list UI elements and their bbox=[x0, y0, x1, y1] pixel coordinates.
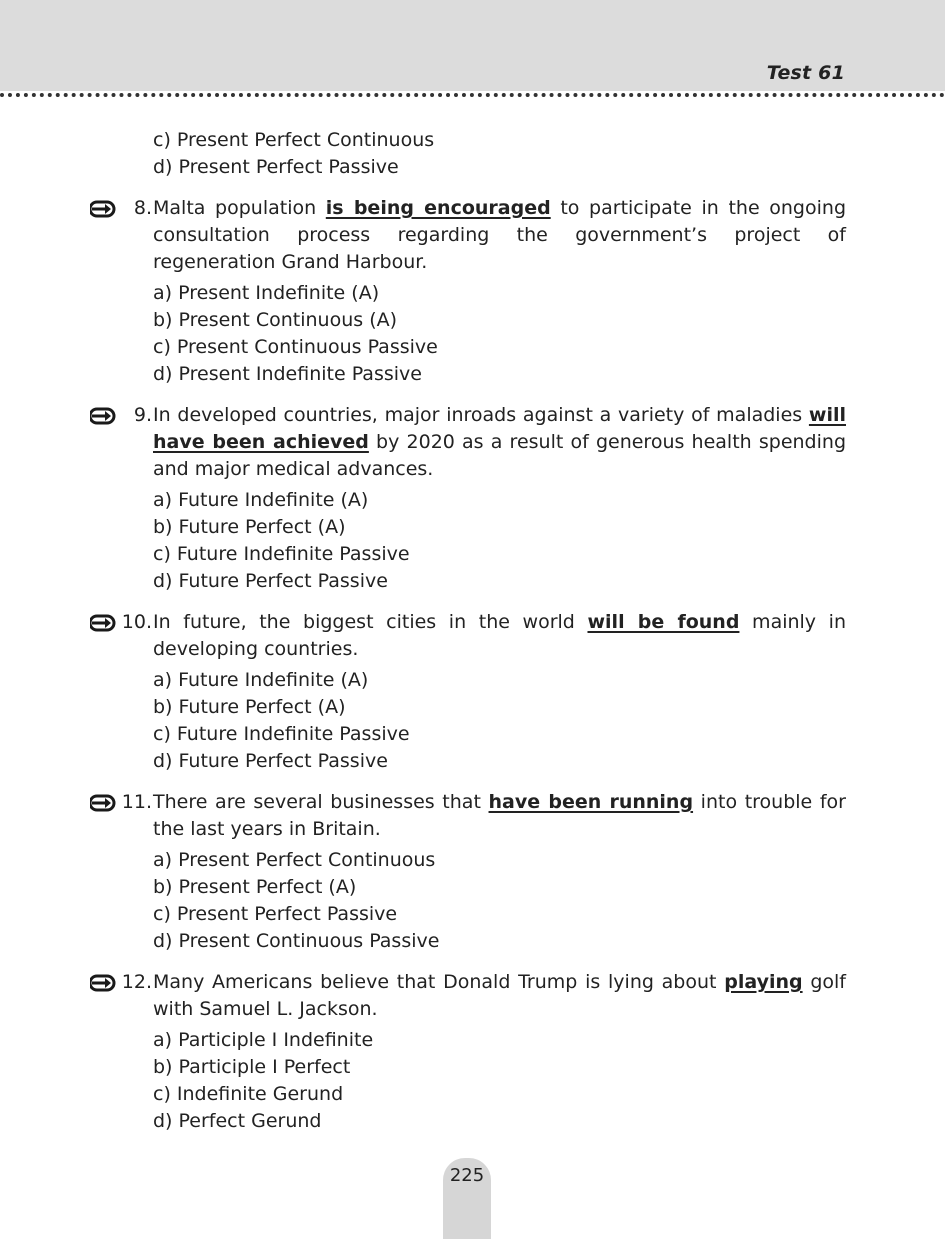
test-title: Test 61 bbox=[766, 62, 845, 84]
continued-option-list bbox=[153, 127, 846, 181]
question-8 bbox=[90, 195, 846, 388]
option-item: b) Present Continuous (A) bbox=[153, 309, 398, 331]
curved-arrow-icon bbox=[90, 199, 116, 219]
question-number: 11. bbox=[121, 791, 152, 813]
header-divider bbox=[0, 93, 945, 97]
question-text: Malta population is being encouraged to participate in the ongoing consultation process regarding the government’s project of regeneration Grand Harbour. bbox=[153, 197, 846, 273]
question-text: In future, the biggest cities in the world will be found mainly in developing countries. bbox=[153, 611, 846, 660]
highlighted-phrase: playing bbox=[724, 971, 803, 993]
option-item: d) Present Perfect Passive bbox=[153, 156, 399, 178]
question-9 bbox=[90, 402, 846, 595]
question-content bbox=[90, 127, 846, 1135]
option-item: c) Future Indefinite Passive bbox=[153, 723, 410, 745]
question-text: In developed countries, major inroads against a variety of maladies will have been achieved by 2020 as a result of generous health spending and major medical advances. bbox=[153, 404, 846, 480]
question-10 bbox=[90, 609, 846, 775]
option-item: b) Participle I Perfect bbox=[153, 1056, 351, 1078]
highlighted-phrase: is being encouraged bbox=[325, 197, 551, 219]
option-item: b) Future Perfect (A) bbox=[153, 516, 346, 538]
highlighted-phrase: will be found bbox=[587, 611, 740, 633]
option-list bbox=[153, 847, 846, 955]
curved-arrow-icon bbox=[90, 613, 116, 633]
option-item: c) Indefinite Gerund bbox=[153, 1083, 344, 1105]
page-number: 225 bbox=[449, 1165, 485, 1186]
option-item: c) Present Continuous Passive bbox=[153, 336, 438, 358]
option-item: a) Future Indefinite (A) bbox=[153, 489, 369, 511]
option-item: c) Present Perfect Continuous bbox=[153, 129, 435, 151]
question-text: Many Americans believe that Donald Trump is lying about playing golf with Samuel L. Jackson. bbox=[153, 971, 846, 1020]
option-item: a) Future Indefinite (A) bbox=[153, 669, 369, 691]
option-list bbox=[153, 667, 846, 775]
question-number: 10. bbox=[121, 611, 152, 633]
question-number: 8. bbox=[133, 197, 152, 219]
option-list bbox=[153, 1027, 846, 1135]
option-item: d) Present Continuous Passive bbox=[153, 930, 440, 952]
option-item: c) Present Perfect Passive bbox=[153, 903, 398, 925]
question-number: 12. bbox=[121, 971, 152, 993]
highlighted-phrase: will have been achieved bbox=[153, 404, 846, 453]
option-item: d) Perfect Gerund bbox=[153, 1110, 322, 1132]
option-item: c) Future Indefinite Passive bbox=[153, 543, 410, 565]
question-text: There are several businesses that have been running into trouble for the last years in Britain. bbox=[153, 791, 846, 840]
question-number: 9. bbox=[133, 404, 152, 426]
option-list bbox=[153, 487, 846, 595]
option-item: a) Present Perfect Continuous bbox=[153, 849, 436, 871]
option-item: b) Present Perfect (A) bbox=[153, 876, 357, 898]
question-12 bbox=[90, 969, 846, 1135]
option-item: d) Future Perfect Passive bbox=[153, 750, 388, 772]
curved-arrow-icon bbox=[90, 406, 116, 426]
question-11 bbox=[90, 789, 846, 955]
curved-arrow-icon bbox=[90, 973, 116, 993]
option-item: d) Future Perfect Passive bbox=[153, 570, 388, 592]
option-item: d) Present Indefinite Passive bbox=[153, 363, 422, 385]
option-list bbox=[153, 280, 846, 388]
option-item: a) Participle I Indefinite bbox=[153, 1029, 374, 1051]
curved-arrow-icon bbox=[90, 793, 116, 813]
option-item: a) Present Indefinite (A) bbox=[153, 282, 380, 304]
option-item: b) Future Perfect (A) bbox=[153, 696, 346, 718]
highlighted-phrase: have been running bbox=[488, 791, 694, 813]
